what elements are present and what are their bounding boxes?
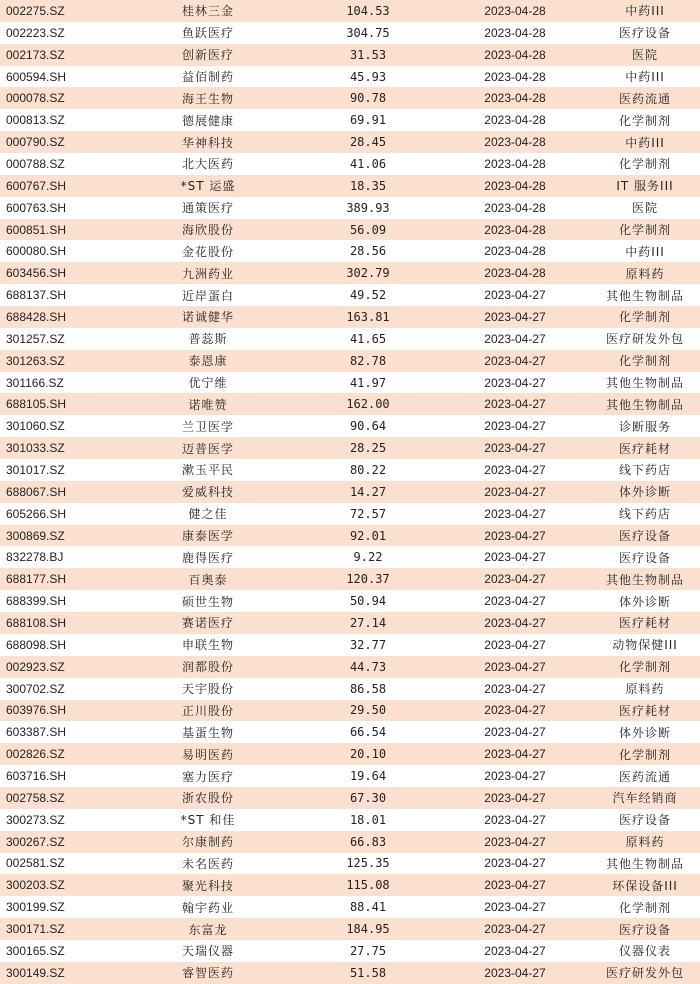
stock-code-cell: 603976.SH	[6, 703, 67, 718]
price-cell: 29.50	[349, 703, 387, 718]
stock-name-cell: 康泰医学	[181, 529, 234, 544]
price-cell: 56.09	[349, 222, 387, 237]
date-cell: 2023-04-27	[484, 747, 546, 762]
stock-name-cell: 东富龙	[188, 922, 228, 937]
date-cell: 2023-04-27	[484, 550, 546, 565]
industry-cell: 诊断服务	[618, 419, 671, 434]
table-row	[0, 328, 700, 350]
date-cell: 2023-04-27	[484, 419, 546, 434]
date-cell: 2023-04-27	[484, 878, 546, 893]
stock-code-cell: 300149.SZ	[6, 965, 65, 980]
date-cell: 2023-04-27	[484, 834, 546, 849]
stock-name-cell: 海欣股份	[181, 223, 234, 238]
table-row	[0, 437, 700, 459]
industry-cell: 医药流通	[618, 91, 671, 106]
industry-cell: 线下药店	[618, 507, 671, 522]
stock-name-cell: 百奥泰	[188, 572, 228, 587]
table-row	[0, 262, 700, 284]
stock-name-cell: 近岸蛋白	[181, 288, 234, 303]
stock-code-cell: 688399.SH	[6, 594, 67, 609]
date-cell: 2023-04-28	[484, 69, 546, 84]
date-cell: 2023-04-27	[484, 331, 546, 346]
industry-cell: 医疗研发外包	[605, 966, 684, 981]
table-row	[0, 634, 700, 656]
stock-name-cell: *ST 和佳	[180, 813, 236, 828]
table-row	[0, 896, 700, 918]
stock-name-cell: 易明医药	[181, 747, 234, 762]
stock-code-cell: 000078.SZ	[6, 91, 65, 106]
price-cell: 92.01	[349, 528, 387, 543]
price-cell: 9.22	[353, 550, 383, 565]
date-cell: 2023-04-27	[484, 441, 546, 456]
industry-cell: 中药III	[625, 70, 665, 84]
price-cell: 90.64	[349, 419, 387, 434]
date-cell: 2023-04-27	[484, 856, 546, 871]
date-cell: 2023-04-27	[484, 922, 546, 937]
price-cell: 80.22	[349, 462, 387, 477]
table-row	[0, 874, 700, 896]
industry-cell: 化学制剂	[618, 113, 671, 128]
table-row	[0, 153, 700, 175]
stock-name-cell: 诺唯赞	[188, 397, 228, 412]
stock-name-cell: 优宁维	[188, 376, 228, 391]
price-cell: 304.75	[346, 25, 390, 40]
table-row	[0, 503, 700, 525]
industry-cell: 其他生物制品	[605, 856, 684, 871]
table-row	[0, 44, 700, 66]
date-cell: 2023-04-28	[484, 3, 546, 18]
price-cell: 32.77	[349, 637, 387, 652]
price-cell: 389.93	[346, 200, 390, 215]
industry-cell: 医疗耗材	[618, 703, 671, 718]
price-cell: 41.97	[349, 375, 387, 390]
stock-name-cell: 天瑞仪器	[181, 944, 234, 959]
stock-name-cell: 赛诺医疗	[181, 616, 234, 631]
date-cell: 2023-04-27	[484, 353, 546, 368]
price-cell: 51.58	[349, 965, 387, 980]
stock-code-cell: 600594.SH	[6, 69, 67, 84]
price-cell: 125.35	[346, 856, 390, 871]
stock-name-cell: 翰宇药业	[181, 900, 234, 915]
table-row	[0, 219, 700, 241]
table-row	[0, 743, 700, 765]
date-cell: 2023-04-28	[484, 156, 546, 171]
stock-name-cell: 诺诚健华	[181, 310, 234, 325]
table-row	[0, 459, 700, 481]
price-cell: 90.78	[349, 91, 387, 106]
price-cell: 41.06	[349, 156, 387, 171]
stock-name-cell: 九洲药业	[181, 266, 234, 281]
stock-name-cell: 正川股份	[181, 703, 234, 718]
price-cell: 45.93	[349, 69, 387, 84]
stock-code-cell: 605266.SH	[6, 506, 67, 521]
price-cell: 41.65	[349, 331, 387, 346]
table-row	[0, 962, 700, 984]
stock-code-cell: 603456.SH	[6, 266, 67, 281]
date-cell: 2023-04-27	[484, 812, 546, 827]
industry-cell: 化学制剂	[618, 660, 671, 675]
table-row	[0, 525, 700, 547]
table-row	[0, 546, 700, 568]
date-cell: 2023-04-27	[484, 375, 546, 390]
stock-code-cell: 300702.SZ	[6, 681, 65, 696]
industry-cell: 中药III	[625, 135, 665, 150]
date-cell: 2023-04-28	[484, 91, 546, 106]
table-row	[0, 721, 700, 743]
stock-name-cell: 漱玉平民	[181, 463, 234, 478]
stock-code-cell: 600767.SH	[6, 178, 67, 193]
stock-code-cell: 688108.SH	[6, 615, 67, 630]
table-row	[0, 656, 700, 678]
date-cell: 2023-04-27	[484, 484, 546, 499]
industry-cell: 原料药	[625, 835, 665, 850]
stock-code-cell: 002826.SZ	[6, 747, 65, 762]
industry-cell: 医疗设备	[618, 529, 671, 544]
price-cell: 163.81	[346, 309, 390, 324]
stock-code-cell: 300203.SZ	[6, 878, 65, 893]
price-cell: 115.08	[346, 878, 390, 893]
table-row	[0, 678, 700, 700]
stock-name-cell: 塞力医疗	[181, 769, 234, 784]
stock-code-cell: 600763.SH	[6, 200, 67, 215]
stock-code-cell: 300273.SZ	[6, 812, 65, 827]
date-cell: 2023-04-27	[484, 943, 546, 958]
table-row	[0, 765, 700, 787]
stock-name-cell: 华神科技	[181, 135, 234, 150]
stock-code-cell: 600080.SH	[6, 244, 67, 259]
industry-cell: 医疗耗材	[618, 616, 671, 631]
table-row	[0, 700, 700, 722]
industry-cell: 其他生物制品	[605, 572, 684, 587]
stock-code-cell: 301166.SZ	[6, 375, 64, 390]
industry-cell: 其他生物制品	[605, 376, 684, 391]
stock-name-cell: *ST 运盛	[180, 179, 236, 194]
date-cell: 2023-04-27	[484, 397, 546, 412]
date-cell: 2023-04-27	[484, 900, 546, 915]
stock-name-cell: 硕世生物	[181, 594, 234, 609]
stock-code-cell: 603716.SH	[6, 769, 67, 783]
date-cell: 2023-04-28	[484, 178, 546, 193]
price-cell: 88.41	[349, 900, 387, 915]
stock-code-cell: 301263.SZ	[6, 353, 65, 368]
price-cell: 67.30	[349, 790, 387, 805]
stock-name-cell: 健之佳	[188, 507, 228, 522]
stock-code-cell: 832278.BJ	[6, 550, 64, 565]
stock-code-cell: 002923.SZ	[6, 659, 65, 674]
price-cell: 50.94	[349, 594, 387, 609]
industry-cell: 医疗设备	[618, 26, 671, 41]
industry-cell: 中药III	[625, 4, 665, 19]
stock-name-cell: 鹿得医疗	[181, 550, 234, 565]
stock-code-cell: 600851.SH	[6, 222, 67, 237]
stock-code-cell: 688177.SH	[6, 572, 67, 587]
price-cell: 19.64	[349, 769, 387, 783]
stock-name-cell: 润都股份	[181, 660, 234, 675]
table-row	[0, 590, 700, 612]
price-cell: 18.01	[349, 812, 387, 827]
stock-code-cell: 300267.SZ	[6, 834, 65, 849]
table-row	[0, 612, 700, 634]
table-row	[0, 940, 700, 962]
table-row	[0, 131, 700, 153]
stock-code-cell: 688098.SH	[6, 637, 67, 652]
table-row	[0, 240, 700, 262]
date-cell: 2023-04-27	[484, 965, 546, 980]
industry-cell: 化学制剂	[618, 310, 671, 325]
table-row	[0, 831, 700, 853]
stock-code-cell: 300165.SZ	[6, 943, 65, 958]
date-cell: 2023-04-27	[484, 528, 546, 543]
date-cell: 2023-04-27	[484, 769, 546, 783]
stock-name-cell: 尔康制药	[181, 835, 234, 850]
stock-code-cell: 688428.SH	[6, 309, 67, 324]
price-cell: 28.56	[349, 244, 387, 259]
stock-code-cell: 688137.SH	[6, 288, 67, 303]
industry-cell: 医院	[631, 48, 658, 63]
stock-name-cell: 爱威科技	[181, 485, 234, 500]
stock-code-cell: 301033.SZ	[6, 441, 65, 456]
table-row	[0, 87, 700, 109]
industry-cell: 化学制剂	[618, 900, 671, 915]
date-cell: 2023-04-27	[484, 506, 546, 521]
stock-code-cell: 688067.SH	[6, 484, 67, 499]
industry-cell: 医疗研发外包	[605, 332, 684, 347]
price-cell: 72.57	[349, 506, 387, 521]
stock-code-cell: 301060.SZ	[6, 419, 65, 434]
price-cell: 27.75	[349, 943, 387, 958]
table-row	[0, 350, 700, 372]
stock-code-cell: 300869.SZ	[6, 528, 65, 543]
industry-cell: 环保设备III	[612, 878, 678, 893]
stock-code-cell: 000788.SZ	[6, 156, 65, 171]
date-cell: 2023-04-28	[484, 47, 546, 62]
table-row	[0, 481, 700, 503]
stock-code-cell: 002173.SZ	[6, 47, 65, 62]
date-cell: 2023-04-28	[484, 135, 546, 150]
price-cell: 162.00	[346, 397, 390, 412]
stock-code-cell: 002581.SZ	[6, 856, 65, 871]
table-row	[0, 787, 700, 809]
price-cell: 14.27	[349, 484, 387, 499]
stock-name-cell: 海王生物	[181, 91, 234, 106]
table-row	[0, 109, 700, 131]
industry-cell: 医疗设备	[618, 922, 671, 937]
stock-name-cell: 鱼跃医疗	[181, 26, 234, 41]
price-cell: 302.79	[346, 266, 390, 281]
industry-cell: 化学制剂	[618, 354, 671, 369]
date-cell: 2023-04-27	[484, 572, 546, 587]
industry-cell: 体外诊断	[618, 485, 671, 500]
price-cell: 28.45	[349, 135, 387, 150]
stock-code-cell: 688105.SH	[6, 397, 67, 412]
stock-name-cell: 创新医疗	[181, 48, 234, 63]
industry-cell: 体外诊断	[618, 725, 671, 740]
industry-cell: 医药流通	[618, 769, 671, 784]
stock-name-cell: 睿智医药	[181, 966, 234, 981]
price-cell: 18.35	[349, 178, 387, 193]
table-row	[0, 372, 700, 394]
date-cell: 2023-04-27	[484, 790, 546, 805]
price-cell: 104.53	[346, 3, 390, 18]
industry-cell: 线下药店	[618, 463, 671, 478]
stock-name-cell: 普蕊斯	[188, 332, 228, 347]
industry-cell: 原料药	[625, 266, 665, 281]
table-row	[0, 22, 700, 44]
date-cell: 2023-04-28	[484, 25, 546, 40]
stock-code-cell: 000790.SZ	[6, 135, 65, 150]
industry-cell: 中药III	[625, 244, 665, 259]
industry-cell: IT 服务III	[616, 179, 674, 194]
date-cell: 2023-04-27	[484, 725, 546, 740]
stock-name-cell: 兰卫医学	[181, 419, 234, 434]
stock-code-cell: 301017.SZ	[6, 462, 65, 477]
stock-code-cell: 300171.SZ	[6, 922, 65, 937]
stock-name-cell: 桂林三金	[181, 4, 234, 19]
date-cell: 2023-04-28	[484, 200, 546, 215]
price-cell: 44.73	[349, 659, 387, 674]
industry-cell: 化学制剂	[618, 747, 671, 762]
table-row	[0, 175, 700, 197]
industry-cell: 其他生物制品	[605, 397, 684, 412]
stock-name-cell: 金花股份	[181, 244, 234, 259]
industry-cell: 动物保健III	[612, 638, 678, 653]
stock-code-cell: 000813.SZ	[6, 113, 65, 128]
price-cell: 120.37	[346, 572, 390, 587]
stock-name-cell: 迈普医学	[181, 441, 234, 456]
date-cell: 2023-04-28	[484, 222, 546, 237]
industry-cell: 医院	[631, 201, 658, 216]
stock-name-cell: 德展健康	[181, 113, 234, 128]
date-cell: 2023-04-27	[484, 615, 546, 630]
industry-cell: 体外诊断	[618, 594, 671, 609]
date-cell: 2023-04-27	[484, 462, 546, 477]
industry-cell: 原料药	[625, 682, 665, 697]
industry-cell: 医疗设备	[618, 813, 671, 828]
table-row	[0, 853, 700, 875]
stock-name-cell: 基蛋生物	[181, 725, 234, 740]
date-cell: 2023-04-27	[484, 659, 546, 674]
table-row	[0, 809, 700, 831]
price-cell: 27.14	[349, 615, 387, 630]
table-row	[0, 306, 700, 328]
stock-code-cell: 002223.SZ	[6, 25, 65, 40]
date-cell: 2023-04-27	[484, 594, 546, 609]
price-cell: 66.83	[349, 834, 387, 849]
date-cell: 2023-04-28	[484, 266, 546, 281]
industry-cell: 医疗设备	[618, 550, 671, 565]
table-row	[0, 284, 700, 306]
price-cell: 20.10	[349, 747, 387, 762]
table-row	[0, 0, 700, 22]
price-cell: 184.95	[346, 922, 390, 937]
table-row	[0, 197, 700, 219]
industry-cell: 其他生物制品	[605, 288, 684, 303]
stock-name-cell: 泰恩康	[188, 354, 228, 369]
industry-cell: 医疗耗材	[618, 441, 671, 456]
date-cell: 2023-04-27	[484, 637, 546, 652]
price-cell: 31.53	[349, 47, 387, 62]
stock-name-cell: 浙农股份	[181, 791, 234, 806]
date-cell: 2023-04-27	[484, 703, 546, 718]
industry-cell: 仪器仪表	[618, 944, 671, 959]
price-cell: 82.78	[349, 353, 387, 368]
table-row	[0, 568, 700, 590]
stock-code-cell: 002275.SZ	[6, 3, 65, 18]
stock-code-cell: 300199.SZ	[6, 900, 65, 915]
stock-name-cell: 申联生物	[181, 638, 234, 653]
price-cell: 49.52	[349, 288, 387, 303]
date-cell: 2023-04-27	[484, 288, 546, 303]
industry-cell: 汽车经销商	[612, 791, 678, 806]
stock-name-cell: 天宇股份	[181, 682, 234, 697]
price-cell: 86.58	[349, 681, 387, 696]
date-cell: 2023-04-27	[484, 309, 546, 324]
table-row	[0, 415, 700, 437]
industry-cell: 化学制剂	[618, 223, 671, 238]
stock-name-cell: 未名医药	[181, 856, 234, 871]
stock-code-cell: 002758.SZ	[6, 790, 65, 805]
price-cell: 28.25	[349, 441, 387, 456]
price-cell: 69.91	[349, 113, 387, 128]
date-cell: 2023-04-28	[484, 113, 546, 128]
date-cell: 2023-04-28	[484, 244, 546, 259]
stock-code-cell: 603387.SH	[6, 725, 67, 740]
table-row	[0, 393, 700, 415]
stock-code-cell: 301257.SZ	[6, 331, 65, 346]
table-row	[0, 918, 700, 940]
stock-name-cell: 聚光科技	[181, 878, 234, 893]
industry-cell: 化学制剂	[618, 157, 671, 172]
table-row	[0, 66, 700, 88]
stock-name-cell: 北大医药	[181, 157, 234, 172]
date-cell: 2023-04-27	[484, 681, 546, 696]
price-cell: 66.54	[349, 725, 387, 740]
stock-name-cell: 通策医疗	[181, 201, 234, 216]
stock-name-cell: 益佰制药	[181, 70, 234, 84]
